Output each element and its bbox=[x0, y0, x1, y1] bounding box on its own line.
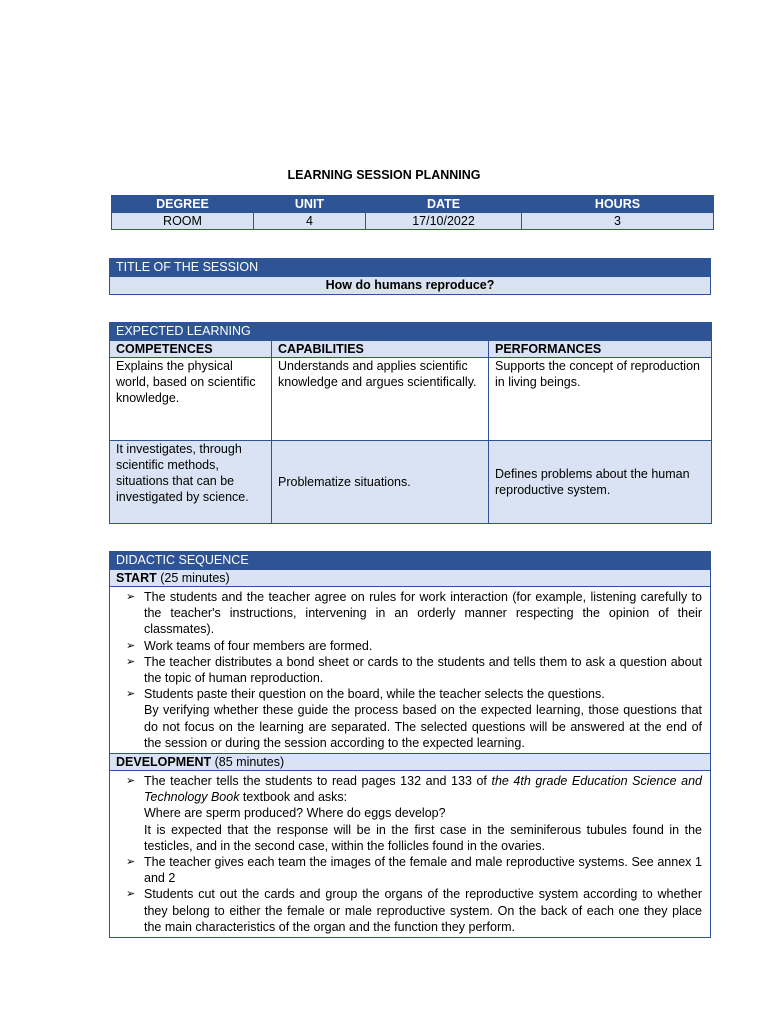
arrow-bullet-icon: ➢ bbox=[126, 591, 136, 603]
development-bullet-list-2 bbox=[118, 854, 702, 935]
competence-cell: Explains the physical world, based on scientific knowledge. bbox=[110, 358, 272, 441]
expected-learning-table bbox=[109, 322, 712, 524]
capability-cell: Understands and applies scientific knowledge and argues scientifically. bbox=[272, 358, 489, 441]
start-bullet-list bbox=[118, 589, 702, 702]
arrow-bullet-icon: ➢ bbox=[126, 655, 136, 668]
start-label: START bbox=[116, 571, 157, 585]
hours-header: HOURS bbox=[522, 196, 714, 213]
list-item bbox=[118, 886, 702, 935]
performance-cell: Defines problems about the human reproductive system. bbox=[489, 441, 712, 524]
arrow-bullet-icon: ➢ bbox=[126, 856, 136, 869]
development-question: Where are sperm produced? Where do eggs develop? bbox=[144, 806, 446, 821]
performances-header: PERFORMANCES bbox=[489, 341, 712, 358]
list-item bbox=[118, 654, 702, 686]
development-section-body bbox=[110, 771, 711, 938]
table-row bbox=[110, 441, 712, 524]
list-item bbox=[118, 854, 702, 886]
list-item bbox=[118, 638, 702, 654]
arrow-bullet-icon: ➢ bbox=[126, 639, 136, 652]
table-row bbox=[110, 358, 712, 441]
date-value: 17/10/2022 bbox=[366, 213, 522, 230]
degree-header: DEGREE bbox=[112, 196, 254, 213]
session-title-value: How do humans reproduce? bbox=[110, 277, 711, 295]
start-section-header bbox=[110, 570, 711, 587]
date-header: DATE bbox=[366, 196, 522, 213]
bullet-text: Students cut out the cards and group the organs of the reproductive system according to whether they belong to either the female or male reproductive system. On the back of each one they place the main characteristics of the organ and the function they perform. bbox=[144, 887, 702, 934]
development-section-header bbox=[110, 754, 711, 771]
bullet-text: The teacher tells the students to read pages 132 and 133 of bbox=[144, 774, 492, 789]
competence-cell: It investigates, through scientific methods, situations that can be investigated by science. bbox=[110, 441, 272, 524]
list-item bbox=[118, 773, 702, 805]
performance-cell: Supports the concept of reproduction in living beings. bbox=[489, 358, 712, 441]
degree-value: ROOM bbox=[112, 213, 254, 230]
bullet-text: The teacher gives each team the images of the female and male reproductive systems. See annex 1 and 2 bbox=[144, 855, 702, 886]
expected-learning-label: EXPECTED LEARNING bbox=[110, 323, 712, 341]
list-item bbox=[118, 589, 702, 638]
session-title-label: TITLE OF THE SESSION bbox=[110, 259, 711, 277]
bullet-text: The teacher distributes a bond sheet or cards to the students and tells them to ask a question about the topic of human reproduction. bbox=[144, 654, 702, 686]
development-bullet-list bbox=[118, 773, 702, 805]
session-title-table bbox=[109, 258, 711, 295]
bullet-text: The students and the teacher agree on rules for work interaction (for example, listening carefully to the teacher's instructions, intervening in an orderly manner respecting the opinion of their classmates). bbox=[144, 590, 702, 637]
development-label: DEVELOPMENT bbox=[116, 755, 212, 770]
development-expected-answer: It is expected that the response will be in the first case in the seminiferous tubules found in the testicles, and in the second case, within the follicles found in the ovaries. bbox=[144, 822, 702, 853]
textbook-title: the 4th grade Education Science and Technology Book bbox=[144, 774, 703, 805]
start-continuation: By verifying whether these guide the process based on the expected learning, those questions that do not focus on the learning are separated. The selected questions will be answered at the end of the session or during the session according to the expected learning. bbox=[144, 703, 702, 750]
arrow-bullet-icon: ➢ bbox=[126, 775, 136, 788]
development-duration: (85 minutes) bbox=[214, 755, 285, 770]
bullet-text: Students paste their question on the board, while the teacher selects the questions. bbox=[144, 687, 605, 702]
arrow-bullet-icon: ➢ bbox=[126, 688, 136, 701]
didactic-sequence-table bbox=[109, 551, 711, 938]
unit-header: UNIT bbox=[254, 196, 366, 213]
hours-value: 3 bbox=[522, 213, 714, 230]
start-section-body bbox=[110, 587, 711, 754]
document-title: LEARNING SESSION PLANNING bbox=[287, 168, 481, 182]
bullet-text: textbook and asks: bbox=[239, 790, 348, 805]
bullet-text: Work teams of four members are formed. bbox=[144, 638, 373, 653]
arrow-bullet-icon: ➢ bbox=[126, 888, 136, 901]
competences-header: COMPETENCES bbox=[110, 341, 272, 358]
start-duration: (25 minutes) bbox=[160, 571, 230, 585]
list-item bbox=[118, 686, 702, 702]
unit-value: 4 bbox=[254, 213, 366, 230]
capabilities-header: CAPABILITIES bbox=[272, 341, 489, 358]
didactic-sequence-label: DIDACTIC SEQUENCE bbox=[110, 552, 711, 570]
capability-cell: Problematize situations. bbox=[272, 441, 489, 524]
session-info-table bbox=[111, 195, 714, 230]
